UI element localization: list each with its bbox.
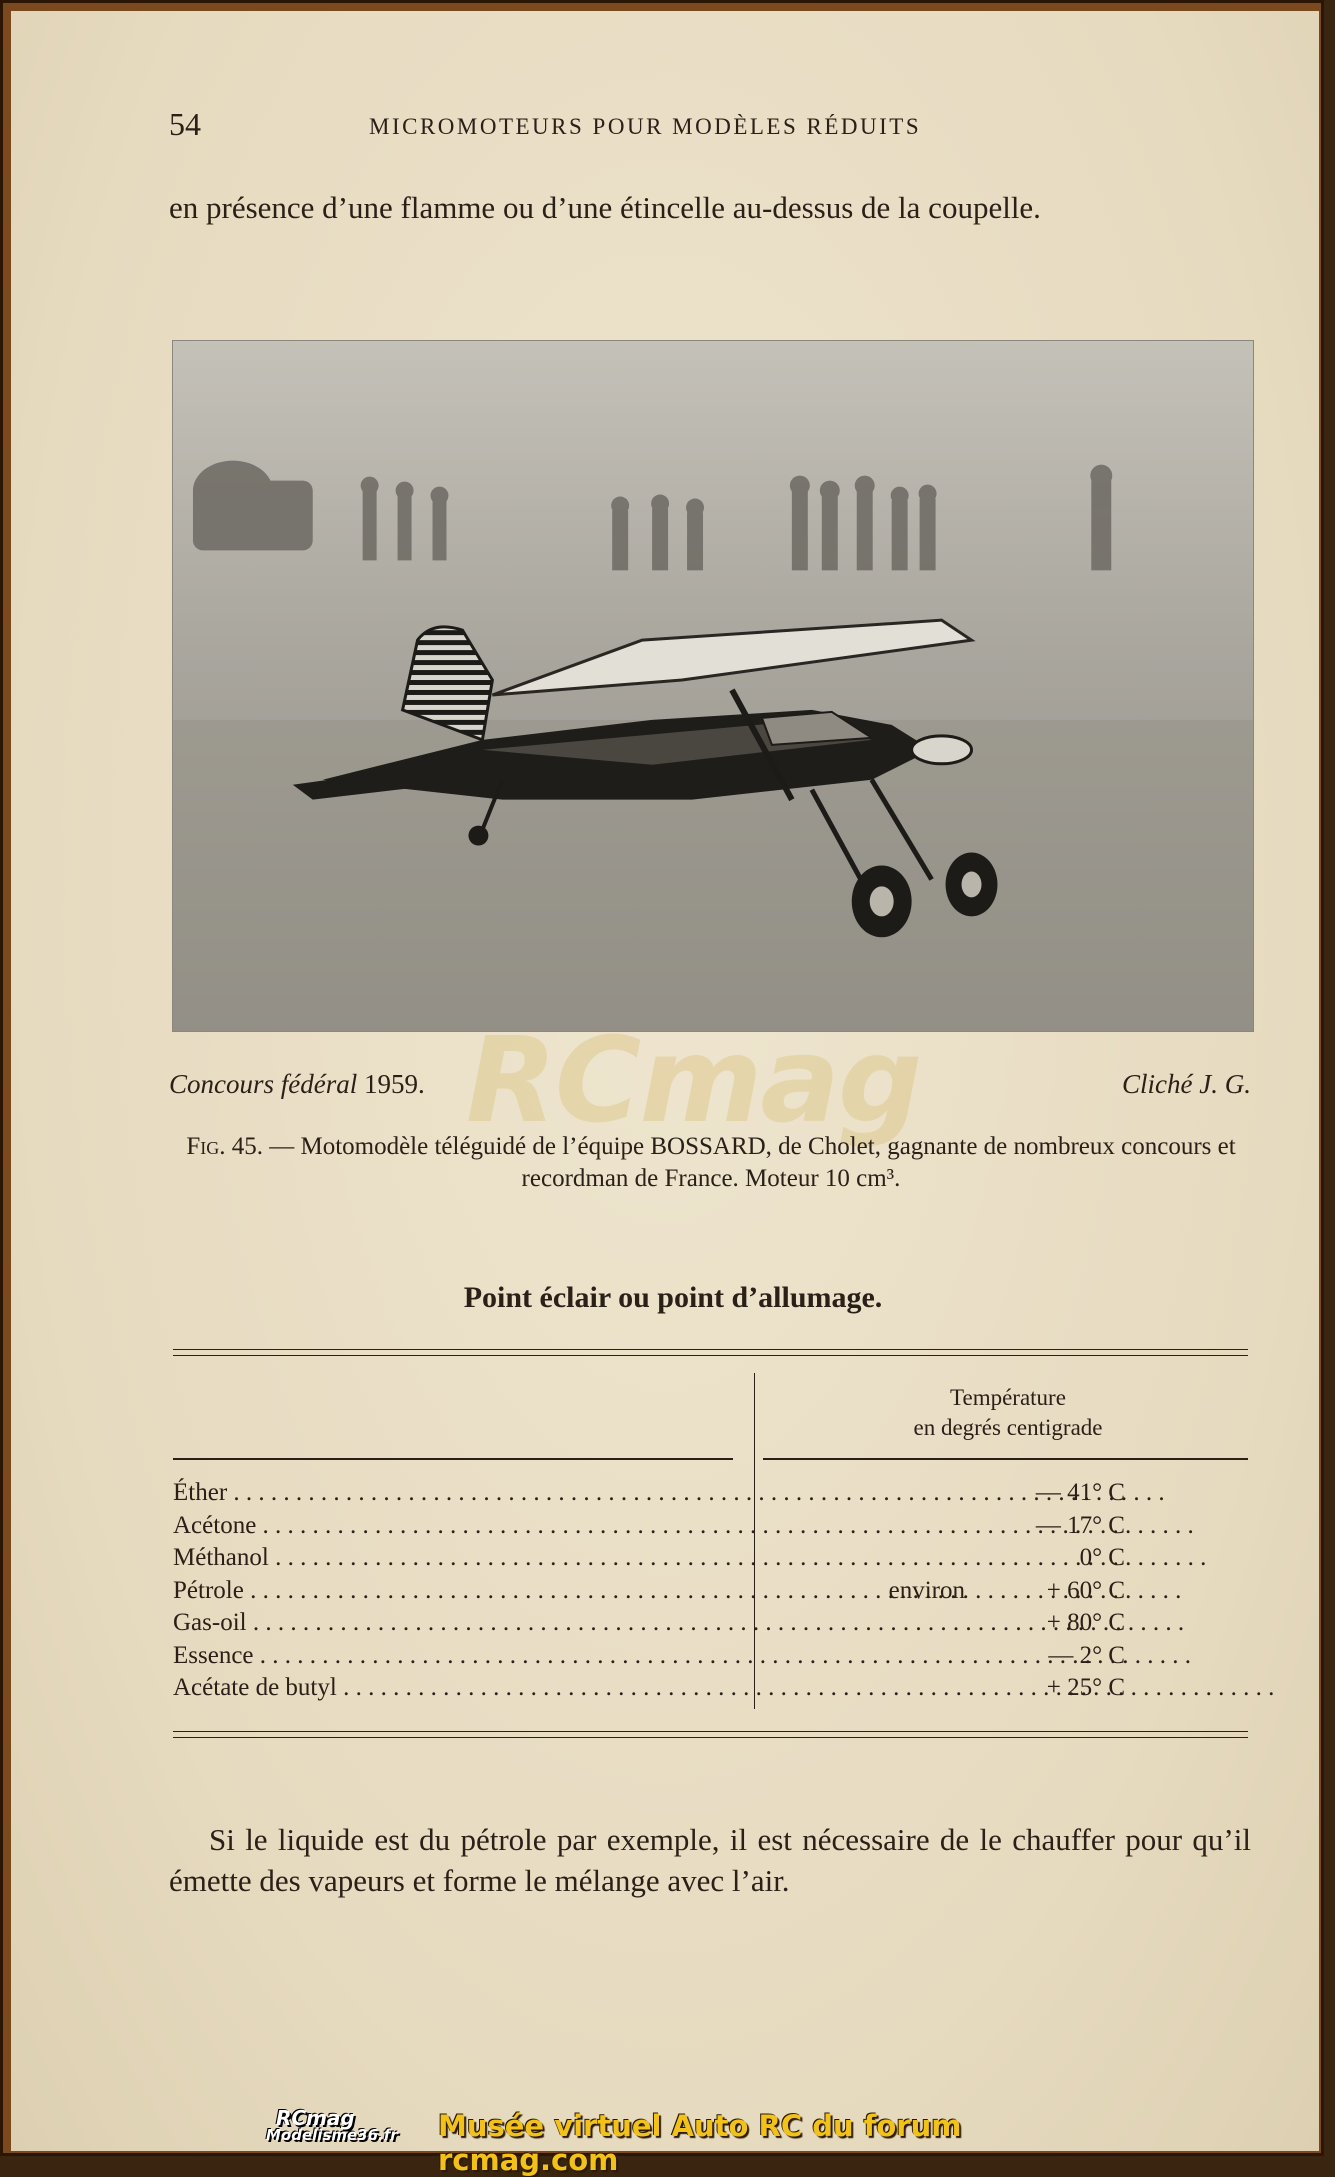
- flash-point-table: [173, 1349, 1248, 1749]
- book-page: [11, 11, 1319, 2177]
- header-rule-left: [173, 1458, 733, 1460]
- liquid-name: Pétrole . . .: [173, 1577, 733, 1605]
- table-bottom-rule: [173, 1731, 1248, 1732]
- banner-text: Musée virtuel Auto RC du forum rcmag.com: [438, 2109, 962, 2177]
- airplane-photo-illustration: [173, 341, 1253, 1031]
- rcmag-logo-line1: RCmag: [276, 2106, 355, 2130]
- photo-credit: Cliché J. G.: [1122, 1069, 1251, 1099]
- liquid-name: Essence . . .: [173, 1642, 733, 1670]
- liquid-name: Méthanol . . .: [173, 1544, 733, 1572]
- table-row: [173, 1642, 1248, 1675]
- table-row: [173, 1609, 1248, 1642]
- liquid-name: Acétone . . .: [173, 1512, 733, 1540]
- photo-event: Concours fédéral 1959.: [169, 1069, 425, 1099]
- liquid-name: Acétate de butyl . . .: [173, 1674, 733, 1702]
- airplane-photo: [172, 340, 1254, 1032]
- flash-point-value: — 41° C: [1035, 1479, 1125, 1506]
- table-rows: [173, 1479, 1248, 1707]
- table-row: [173, 1577, 1248, 1610]
- flash-point-value: — 17° C: [1035, 1511, 1125, 1539]
- header-rule-right: [763, 1458, 1248, 1460]
- column-header-line1: Température: [950, 1385, 1066, 1410]
- table-bottom-rule-2: [173, 1737, 1248, 1738]
- liquid-name: Gas-oil . . .: [173, 1609, 733, 1637]
- rcmag-logo: [266, 2106, 416, 2148]
- museum-banner: [266, 2106, 1126, 2177]
- flash-point-value: — 2° C: [1048, 1641, 1125, 1669]
- figure-caption-text: — Motomodèle téléguidé de l’équipe BOSSARD, de Cholet, gagnante de nombreux concours et recordman de France. Moteur 10 cm³.: [262, 1133, 1236, 1192]
- figure-label: Fig. 45.: [186, 1133, 263, 1160]
- table-row: [173, 1479, 1248, 1512]
- column-header-line2: en degrés centigrade: [913, 1415, 1103, 1440]
- rcmag-logo-line2: Modelisme36.fr: [266, 2126, 398, 2144]
- table-title: Point éclair ou point d’allumage.: [463, 1281, 883, 1314]
- table-top-rule: [173, 1349, 1248, 1350]
- flash-point-value: 0° C: [1079, 1544, 1125, 1571]
- value-qualifier: environ: [888, 1576, 965, 1604]
- intro-paragraph: en présence d’une flamme ou d’une étincelle au-dessus de la coupelle.: [169, 190, 1041, 225]
- liquid-name: Éther . . .: [173, 1479, 733, 1507]
- flash-point-value: + 25° C: [1046, 1674, 1125, 1701]
- column-header: [773, 1383, 1243, 1443]
- running-title: MICROMOTEURS POUR MODÈLES RÉDUITS: [369, 114, 922, 139]
- table-row: [173, 1544, 1248, 1577]
- table-row: [173, 1674, 1248, 1707]
- photo-year: 1959.: [364, 1069, 425, 1099]
- table-row: [173, 1512, 1248, 1545]
- figure-caption: [171, 1131, 1251, 1195]
- table-top-rule-2: [173, 1355, 1248, 1356]
- page-number: 54: [169, 106, 201, 142]
- flash-point-value: + 80° C: [1046, 1609, 1125, 1636]
- rcmag-watermark: RCmag: [466, 1011, 921, 1149]
- closing-paragraph: Si le liquide est du pétrole par exemple, il est nécessaire de le chauffer pour qu’il émette des vapeurs et forme le mélange avec l’air.: [169, 1822, 1251, 1898]
- flash-point-value: + 60° C: [1046, 1576, 1125, 1604]
- running-head: [169, 106, 1269, 146]
